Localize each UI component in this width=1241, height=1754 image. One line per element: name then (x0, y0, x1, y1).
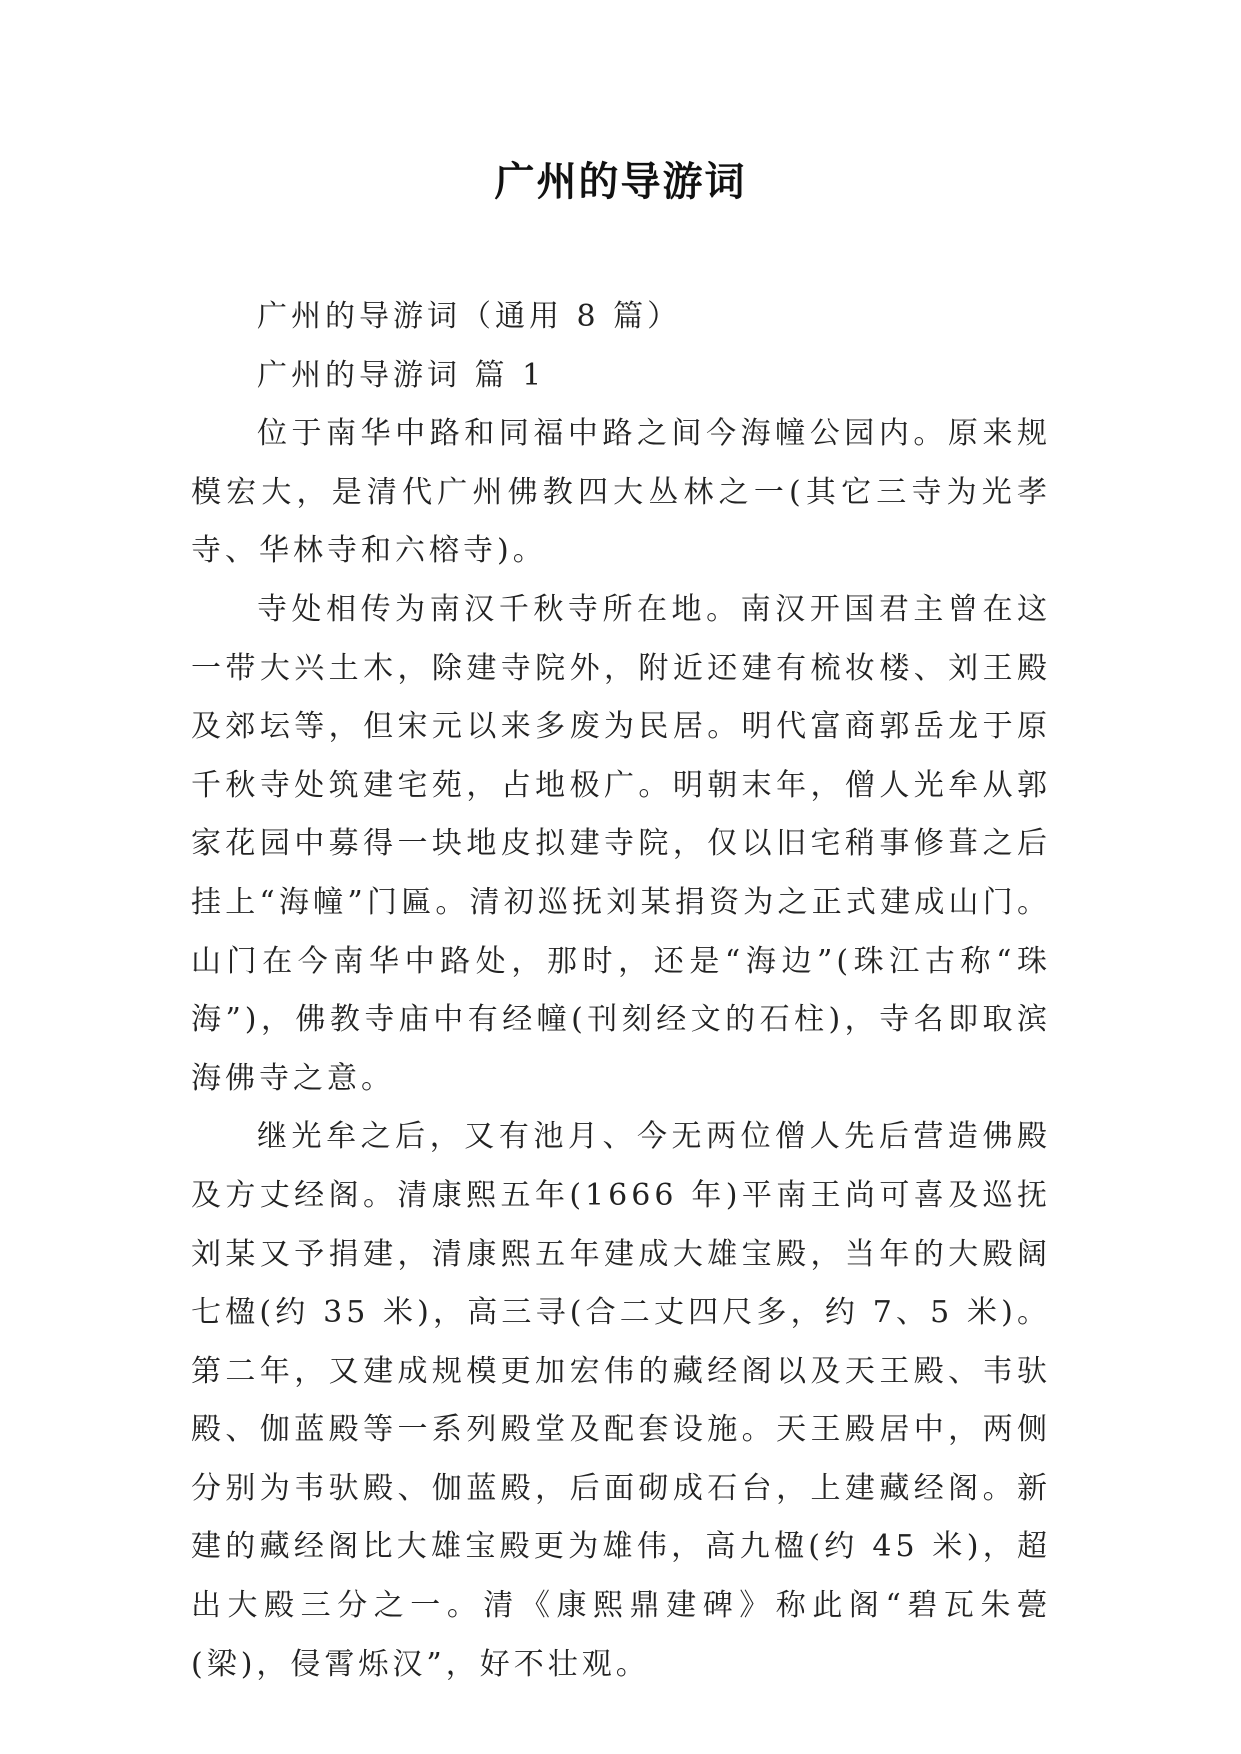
document-body (191, 288, 1051, 1694)
paragraph-subtitle: 广州的导游词（通用 8 篇） (257, 299, 682, 334)
paragraph-intro: 位于南华中路和同福中路之间今海幢公园内。原来规模宏大，是清代广州佛教四大丛林之一(其它三寺为光孝寺、华林寺和六榕寺)。 (191, 416, 1051, 569)
paragraph-section-heading: 广州的导游词 篇 1 (257, 357, 546, 393)
paragraph-history: 寺处相传为南汉千秋寺所在地。南汉开国君主曾在这一带大兴土木，除建寺院外，附近还建有梳妆楼、刘王殿及郊坛等，但宋元以来多废为民居。明代富商郭岳龙于原千秋寺处筑建宅苑，占地极广。明朝末年，僧人光牟从郭家花园中募得一块地皮拟建寺院，仅以旧宅稍事修葺之后挂上“海幢”门匾。清初巡抚刘某捐资为之正式建成山门。山门在今南华中路处，那时，还是“海边”(珠江古称“珠海”)，佛教寺庙中有经幢(刊刻经文的石柱)，寺名即取滨海佛寺之意。 (191, 591, 1051, 1096)
document-title: 广州的导游词 (494, 159, 747, 205)
paragraph-construction: 继光牟之后，又有池月、今无两位僧人先后营造佛殿及方丈经阁。清康熙五年(1666 年)平南王尚可喜及巡抚刘某又予捐建，清康熙五年建成大雄宝殿，当年的大殿阔七楹(约 35 米)，高三寻(合二丈四尺多，约 7、5 米)。第二年，又建成规模更加宏伟的藏经阁以及天王殿、韦驮殿、伽蓝殿等一系列殿堂及配套设施。天王殿居中，两侧分别为韦驮殿、伽蓝殿，后面砌成石台，上建藏经阁。新建的藏经阁比大雄宝殿更为雄伟，高九楹(约 45 米)，超出大殿三分之一。清《康熙鼎建碑》称此阁“碧瓦朱甍(梁)，侵霄烁汉”，好不壮观。 (191, 1119, 1051, 1682)
